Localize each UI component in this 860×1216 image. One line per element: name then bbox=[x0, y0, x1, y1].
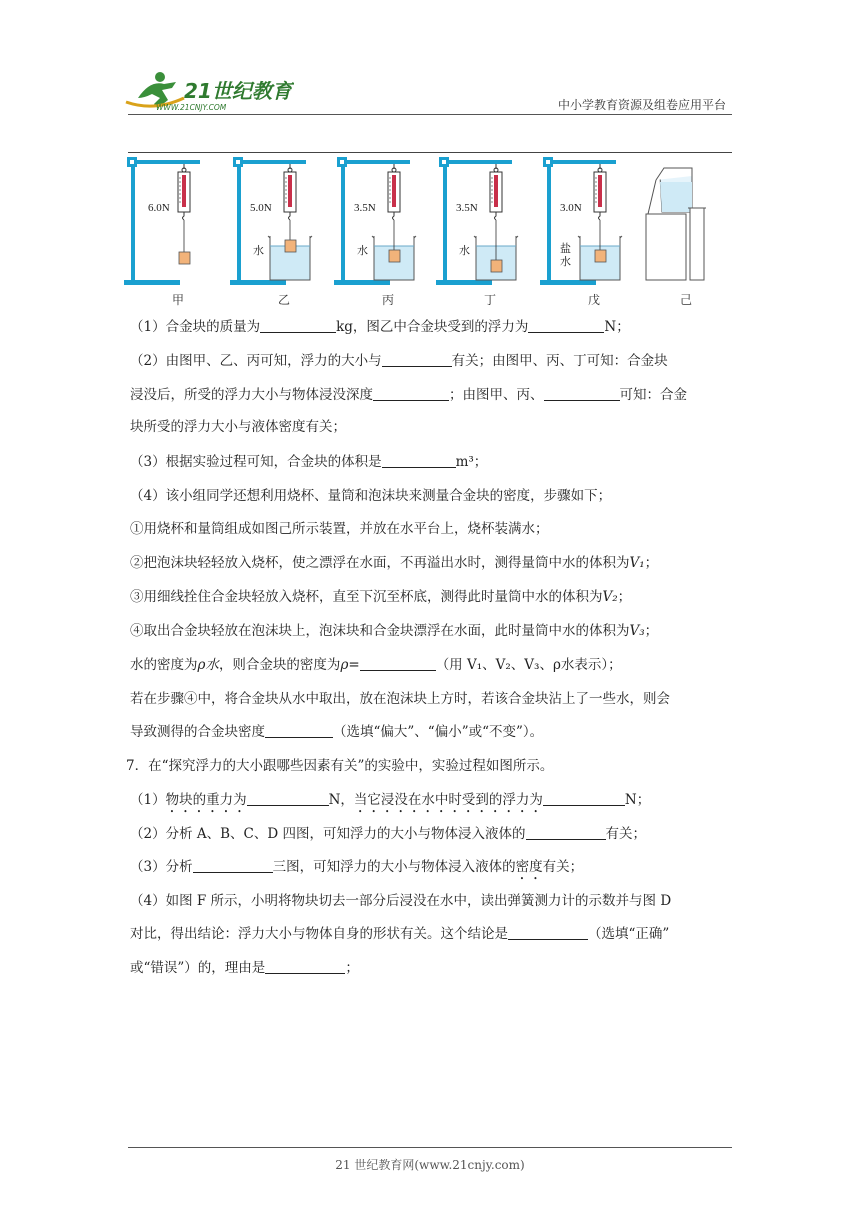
q7-part3 bbox=[130, 858, 734, 883]
experiment-figure bbox=[124, 154, 736, 310]
q7-title: 7．在“探究浮力的大小跟哪些因素有关”的实验中，实验过程如图所示。 bbox=[126, 758, 554, 774]
reading-label: 3.5N bbox=[354, 202, 376, 214]
q6-p3-text-b: m³； bbox=[455, 454, 488, 470]
panel-ji bbox=[646, 168, 706, 280]
q6-step3-end: ； bbox=[617, 589, 632, 605]
q7-p4-text-a: 对比，得出结论：浮力大小与物体自身的形状有关。这个结论是 bbox=[130, 926, 508, 942]
caption-ji: 己 bbox=[679, 293, 692, 307]
q6-step3 bbox=[130, 588, 734, 606]
liquid-label: 水 bbox=[357, 244, 368, 257]
logo-text: 21世纪教育 bbox=[184, 79, 292, 103]
q6-p2-text-a: （2）由图甲、乙、丙可知，浮力的大小与 bbox=[130, 353, 382, 369]
q7-p1-emphasis-b: 当它浸没在水中时受到的浮力为 bbox=[353, 792, 543, 808]
site-logo bbox=[124, 68, 294, 114]
q6-error-text-a: 导致测得的合金块密度 bbox=[130, 724, 265, 740]
q7-p1-text-a: （1） bbox=[130, 792, 166, 808]
logo-url: WWW.21CNJY.COM bbox=[156, 103, 227, 112]
panel-jia bbox=[124, 157, 200, 285]
panel-wu bbox=[540, 157, 622, 285]
q6-step2-end: ； bbox=[644, 555, 659, 571]
q6-step4-text: ④取出合金块轻放在泡沫块上，泡沫块和合金块漂浮在水面，此时量筒中水的体积为 bbox=[130, 623, 630, 639]
answer-blank[interactable] bbox=[544, 386, 620, 401]
answer-blank[interactable] bbox=[265, 959, 345, 974]
q7-p4-text-d: ； bbox=[345, 960, 359, 976]
panel-ding bbox=[436, 157, 518, 285]
q6-step4-end: ； bbox=[644, 623, 659, 639]
q6-error-line2 bbox=[130, 723, 734, 741]
answer-blank[interactable] bbox=[543, 791, 625, 806]
q6-p2-text-c: 浸没后，所受的浮力大小与物体浸没深度 bbox=[130, 387, 373, 403]
q6-step2 bbox=[130, 554, 734, 572]
q7-part4-line2 bbox=[130, 925, 734, 943]
caption-wu: 戊 bbox=[587, 293, 600, 307]
reading-label: 6.0N bbox=[148, 202, 170, 214]
q6-p2-text-d: ；由图甲、丙、 bbox=[449, 387, 544, 403]
q7-p3-text-c: 有关； bbox=[542, 859, 584, 875]
q7-p4-text-c: 或“错误”）的，理由是 bbox=[130, 960, 266, 976]
q7-p3-text-b: 三图，可知浮力的大小与物体浸入液体的 bbox=[272, 859, 516, 875]
q6-part2-line1 bbox=[130, 352, 734, 370]
panel-bing bbox=[334, 157, 416, 285]
caption-ding: 丁 bbox=[483, 293, 496, 307]
q7-part1 bbox=[130, 791, 734, 816]
q7-p1-text-c: N； bbox=[624, 792, 651, 808]
q6-density-text-a: 水的密度为 bbox=[130, 657, 198, 673]
q6-p2-text-b: 有关；由图甲、丙、丁可知：合金块 bbox=[451, 353, 668, 369]
overflow-beaker bbox=[648, 168, 692, 214]
q6-p2-text-e: 可知：合金 bbox=[619, 387, 687, 403]
header-divider bbox=[128, 114, 732, 115]
answer-blank[interactable] bbox=[265, 723, 333, 738]
panel-yi bbox=[230, 157, 312, 285]
reading-label: 3.0N bbox=[560, 202, 582, 214]
q6-p1-text-c: N； bbox=[604, 319, 630, 335]
caption-yi: 乙 bbox=[277, 293, 290, 307]
support-block bbox=[646, 214, 686, 280]
q6-part4: （4）该小组同学还想利用烧杯、量筒和泡沫块来测量合金块的密度，步骤如下； bbox=[130, 488, 612, 504]
footer-divider bbox=[128, 1147, 732, 1148]
footer-text: 21 世纪教育网(www.21cnjy.com) bbox=[335, 1158, 525, 1172]
q6-error-line1: 若在步骤④中，将合金块从水中取出，放在泡沫块上方时，若该合金块沾上了一些水，则会 bbox=[130, 691, 670, 707]
answer-blank[interactable] bbox=[360, 656, 436, 671]
liquid-label: 水 bbox=[253, 244, 264, 257]
q6-step3-var: V₂ bbox=[602, 589, 618, 605]
caption-bing: 丙 bbox=[381, 293, 394, 307]
q6-density-text-c: （用 V₁、V₂、V₃、ρ水表示）； bbox=[435, 657, 622, 673]
q6-error-text-b: （选填“偏大”、“偏小”或“不变”）。 bbox=[333, 724, 544, 740]
q7-p2-text-b: 有关； bbox=[605, 826, 646, 842]
reading-label: 3.5N bbox=[456, 202, 478, 214]
answer-blank[interactable] bbox=[193, 858, 273, 873]
answer-blank[interactable] bbox=[382, 352, 452, 367]
liquid-label: 盐水 bbox=[560, 242, 571, 268]
q7-part4-line1: （4）如图 F 所示，小明将物块切去一部分后浸没在水中，读出弹簧测力计的示数并与图 D bbox=[130, 893, 672, 909]
liquid-label: 水 bbox=[459, 244, 470, 257]
answer-blank[interactable] bbox=[382, 453, 456, 468]
q7-p1-emphasis-a: 物块的重力为 bbox=[165, 792, 247, 808]
q7-part4-line3 bbox=[130, 959, 734, 977]
answer-blank[interactable] bbox=[260, 318, 336, 333]
graduated-cylinder bbox=[688, 208, 706, 280]
q6-density-text-b: ，则合金块的密度为 bbox=[218, 657, 341, 673]
q6-step3-text: ③用细线拴住合金块轻放入烧杯，直至下沉至杯底，测得此时量筒中水的体积为 bbox=[130, 589, 603, 605]
q6-part2-line3: 块所受的浮力大小与液体密度有关； bbox=[130, 419, 346, 435]
q6-step2-text: ②把泡沫块轻轻放入烧杯，使之漂浮在水面，不再溢出水时，测得量筒中水的体积为 bbox=[130, 555, 630, 571]
q6-p3-text-a: （3）根据实验过程可知，合金块的体积是 bbox=[130, 454, 382, 470]
caption-jia: 甲 bbox=[171, 293, 184, 307]
q7-p3-text-a: （3）分析 bbox=[130, 859, 193, 875]
answer-blank[interactable] bbox=[526, 825, 606, 840]
q6-density-rho: ρ= bbox=[340, 657, 360, 673]
q6-step1: ①用烧杯和量筒组成如图己所示装置，并放在水平台上，烧杯装满水； bbox=[130, 521, 549, 537]
reading-label: 5.0N bbox=[250, 202, 272, 214]
q6-p1-text-b: kg，图乙中合金块受到的浮力为 bbox=[336, 319, 529, 335]
answer-blank[interactable] bbox=[247, 791, 329, 806]
q7-p3-emphasis: 密度 bbox=[515, 859, 543, 875]
q6-step2-var: V₁ bbox=[629, 555, 645, 571]
answer-blank[interactable] bbox=[508, 925, 588, 940]
platform-name: 中小学教育资源及组卷应用平台 bbox=[557, 98, 726, 112]
q6-part3 bbox=[130, 453, 734, 471]
q6-step4-var: V₃ bbox=[629, 623, 645, 639]
q7-p1-text-b: N， bbox=[328, 792, 354, 808]
q6-part2-line2 bbox=[130, 386, 734, 404]
q6-density bbox=[130, 656, 734, 674]
figure-top-line bbox=[128, 152, 732, 153]
q7-p2-text-a: （2）分析 A、B、C、D 四图，可知浮力的大小与物体浸入液体的 bbox=[130, 826, 526, 842]
q6-density-rho-water: ρ水 bbox=[197, 657, 219, 673]
q7-part2 bbox=[130, 825, 734, 843]
q6-part1 bbox=[130, 318, 734, 336]
q6-step4 bbox=[130, 622, 734, 640]
answer-blank[interactable] bbox=[528, 318, 604, 333]
q7-p4-text-b: （选填“正确” bbox=[588, 926, 670, 942]
q6-p1-text-a: （1）合金块的质量为 bbox=[130, 319, 261, 335]
answer-blank[interactable] bbox=[373, 386, 449, 401]
